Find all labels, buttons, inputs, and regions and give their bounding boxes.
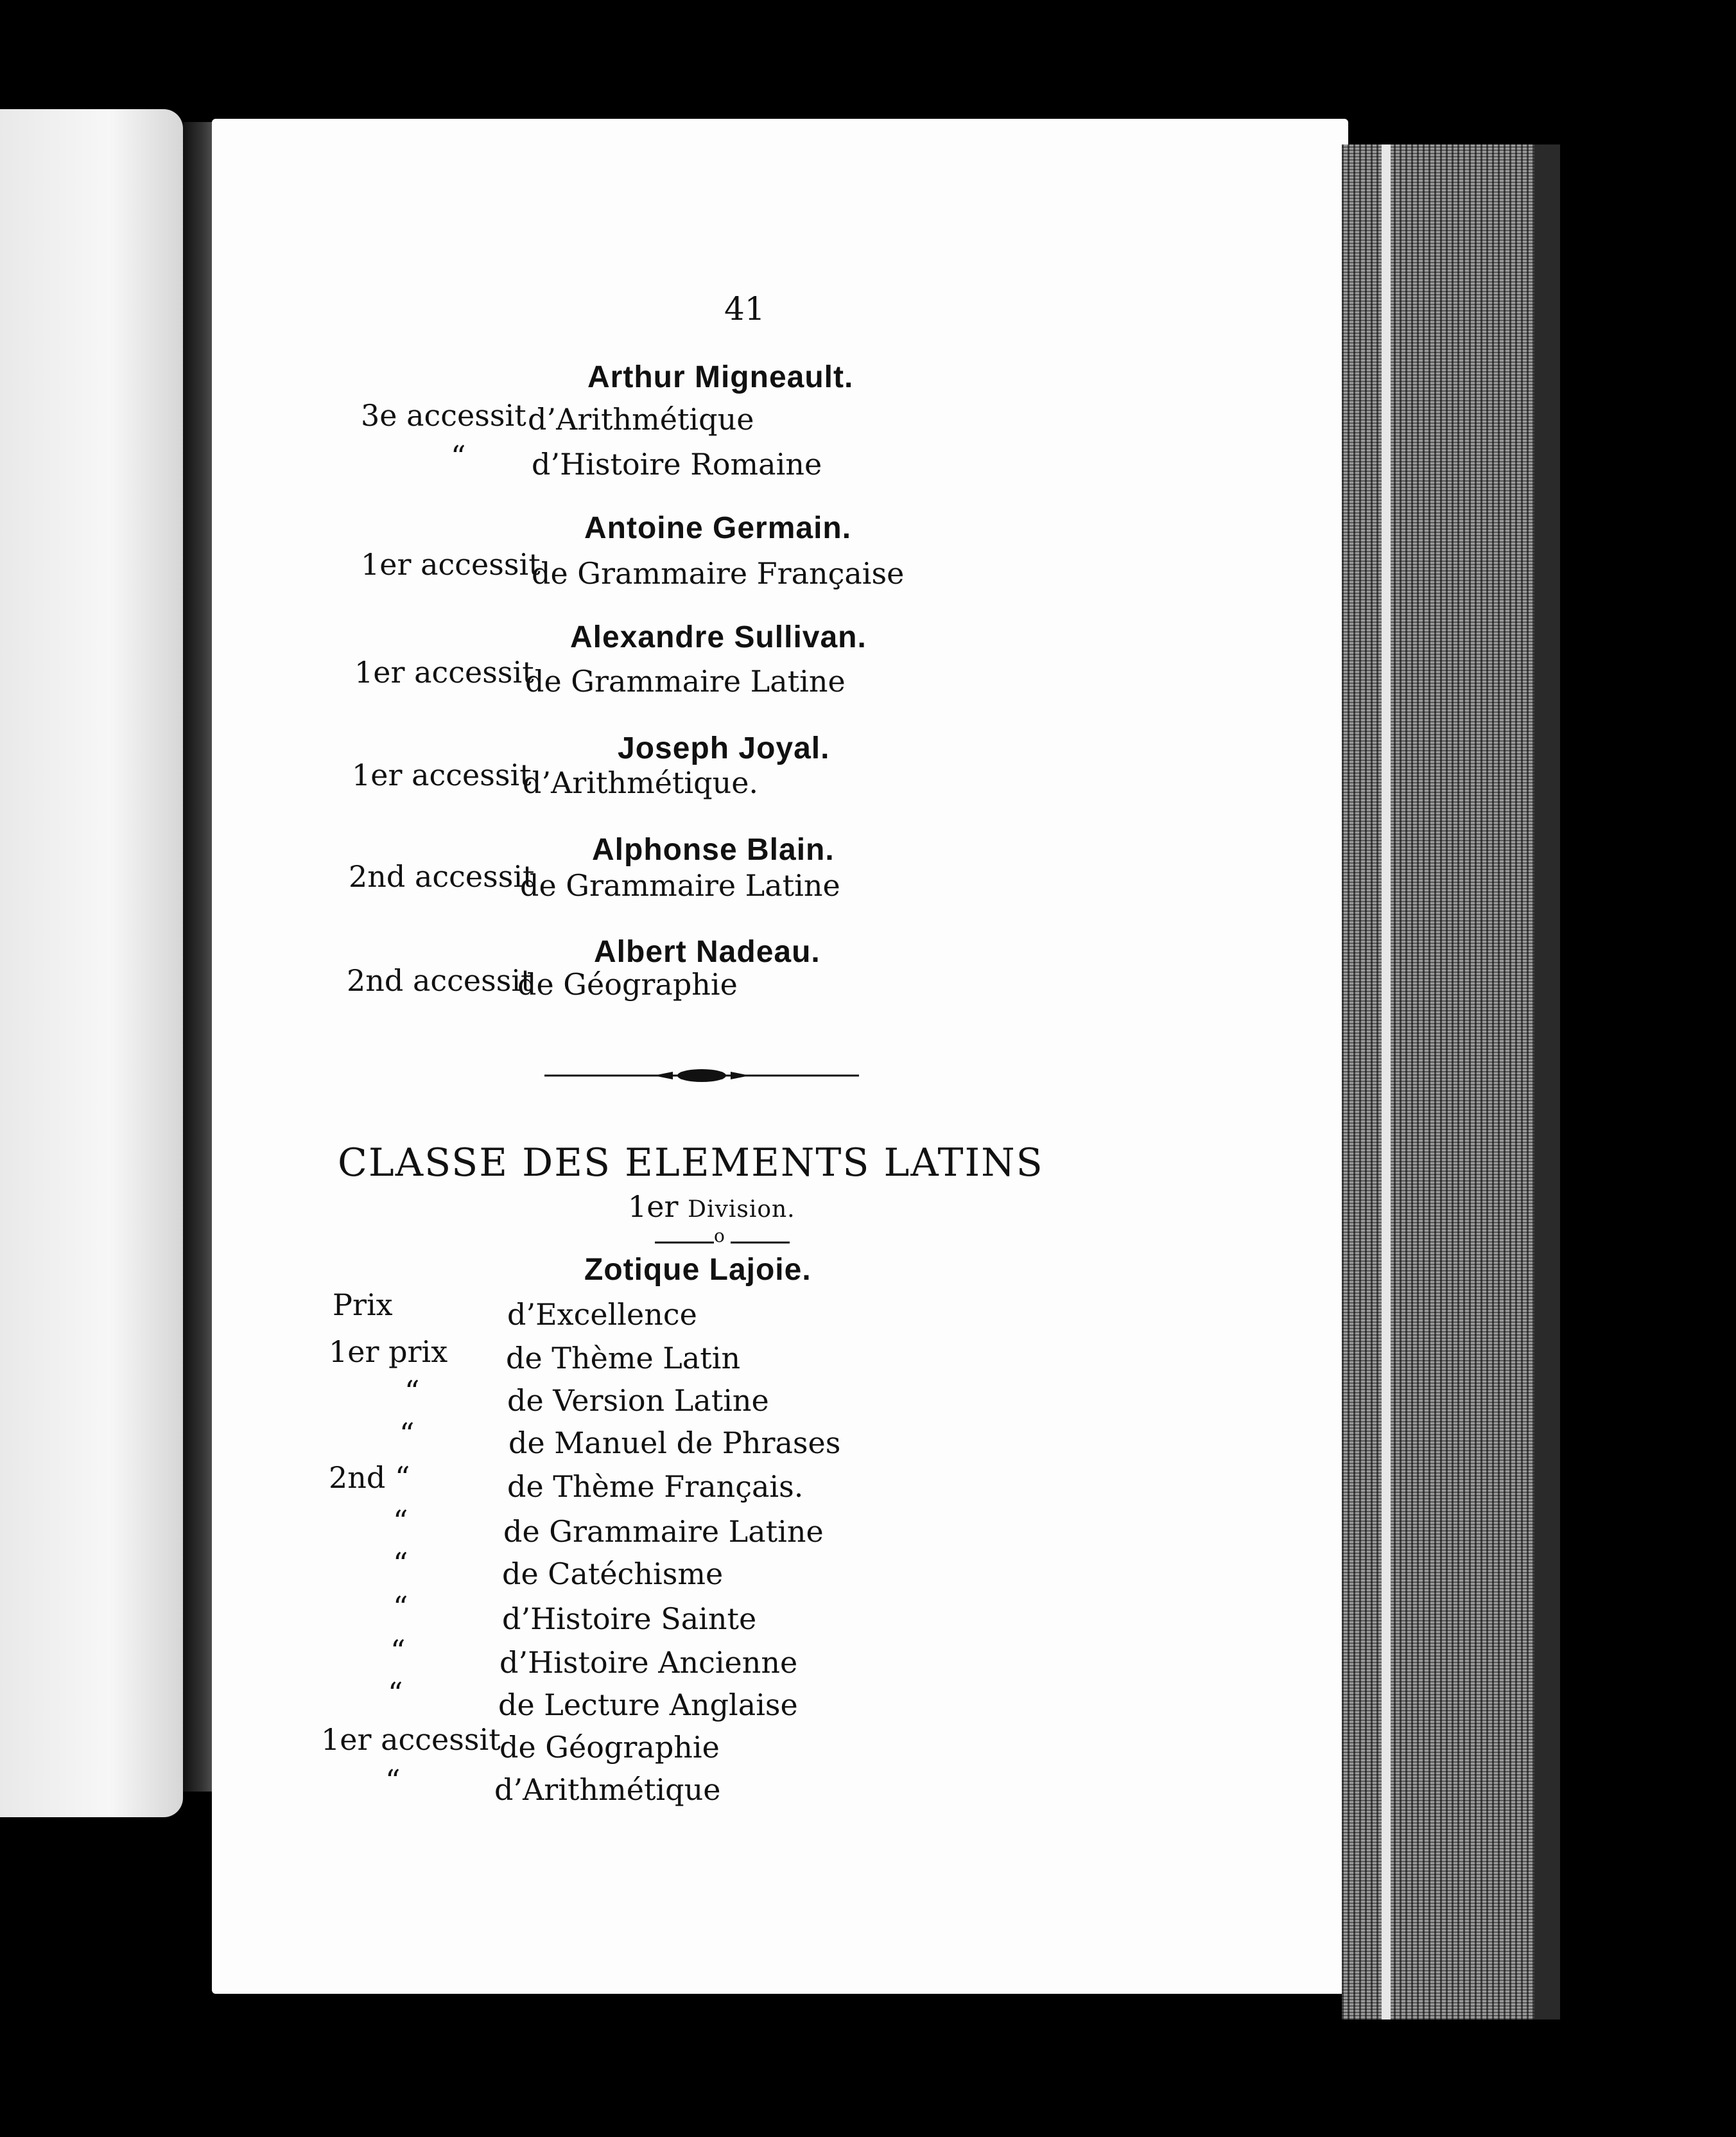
award-subject: de Version Latine	[507, 1383, 769, 1418]
award-label: “	[393, 1546, 408, 1581]
award-label: 1er accessit	[352, 758, 532, 792]
award-label: “	[388, 1676, 403, 1711]
cover-edge	[1534, 144, 1560, 2019]
award-subject: d’Histoire Ancienne	[499, 1645, 798, 1680]
award-subject: de Lecture Anglaise	[498, 1688, 798, 1722]
award-label: “	[404, 1374, 420, 1409]
rule-mark: o	[714, 1225, 725, 1246]
award-subject: d’Histoire Romaine	[532, 447, 822, 482]
award-label: 1er accessit	[354, 655, 534, 690]
award-subject: de Grammaire Latine	[520, 868, 840, 903]
student-name: Joseph Joyal.	[618, 731, 830, 765]
award-label: “	[385, 1763, 401, 1798]
award-label: “	[393, 1504, 408, 1539]
award-subject: d’Histoire Sainte	[502, 1601, 757, 1636]
book-gutter	[183, 122, 215, 1792]
award-subject: de Grammaire Latine	[525, 664, 846, 699]
award-subject: de Grammaire Latine	[503, 1514, 824, 1549]
award-subject: de Thème Latin	[506, 1341, 741, 1375]
division-word: Division.	[688, 1196, 795, 1223]
award-label: 2nd accessit	[349, 859, 535, 894]
student-name: Albert Nadeau.	[594, 935, 820, 969]
award-label: Prix	[333, 1287, 393, 1322]
award-subject: d’Excellence	[507, 1297, 697, 1332]
award-label: “	[451, 439, 466, 474]
ornament-divider	[544, 1066, 859, 1085]
page-edges	[1342, 144, 1560, 2019]
award-label: 1er prix	[329, 1334, 448, 1369]
student-name: Antoine Germain.	[584, 511, 852, 545]
student-name: Alphonse Blain.	[592, 833, 835, 867]
award-label: 2nd “	[329, 1460, 410, 1495]
award-label: 1er accessit	[361, 547, 541, 582]
award-subject: de Catéchisme	[502, 1557, 724, 1591]
facing-page	[0, 109, 183, 1817]
division-heading	[628, 1189, 795, 1224]
award-label: 2nd accessit	[347, 963, 533, 998]
award-subject: d’Arithmétique.	[523, 765, 759, 800]
award-label: 1er accessit	[321, 1722, 501, 1757]
division-number: 1er	[628, 1189, 679, 1224]
award-subject: de Manuel de Phrases	[508, 1426, 841, 1460]
award-label: “	[399, 1417, 415, 1451]
award-label: “	[390, 1634, 406, 1668]
student-name: Zotique Lajoie.	[584, 1253, 812, 1287]
student-name: Alexandre Sullivan.	[570, 620, 867, 654]
page-edge-highlight	[1382, 144, 1391, 2019]
award-label: “	[393, 1590, 408, 1625]
award-subject: de Géographie	[499, 1730, 720, 1765]
award-subject: de Thème Français.	[507, 1469, 804, 1504]
section-heading: CLASSE DES ELEMENTS LATINS	[338, 1140, 1044, 1185]
award-subject: de Grammaire Française	[532, 556, 905, 591]
award-subject: d’Arithmétique	[494, 1772, 721, 1807]
award-subject: de Géographie	[517, 967, 738, 1002]
award-label: 3e accessit	[361, 398, 526, 433]
award-subject: d’Arithmétique	[528, 402, 754, 437]
student-name: Arthur Migneault.	[587, 360, 854, 394]
page-number: 41	[724, 290, 765, 327]
